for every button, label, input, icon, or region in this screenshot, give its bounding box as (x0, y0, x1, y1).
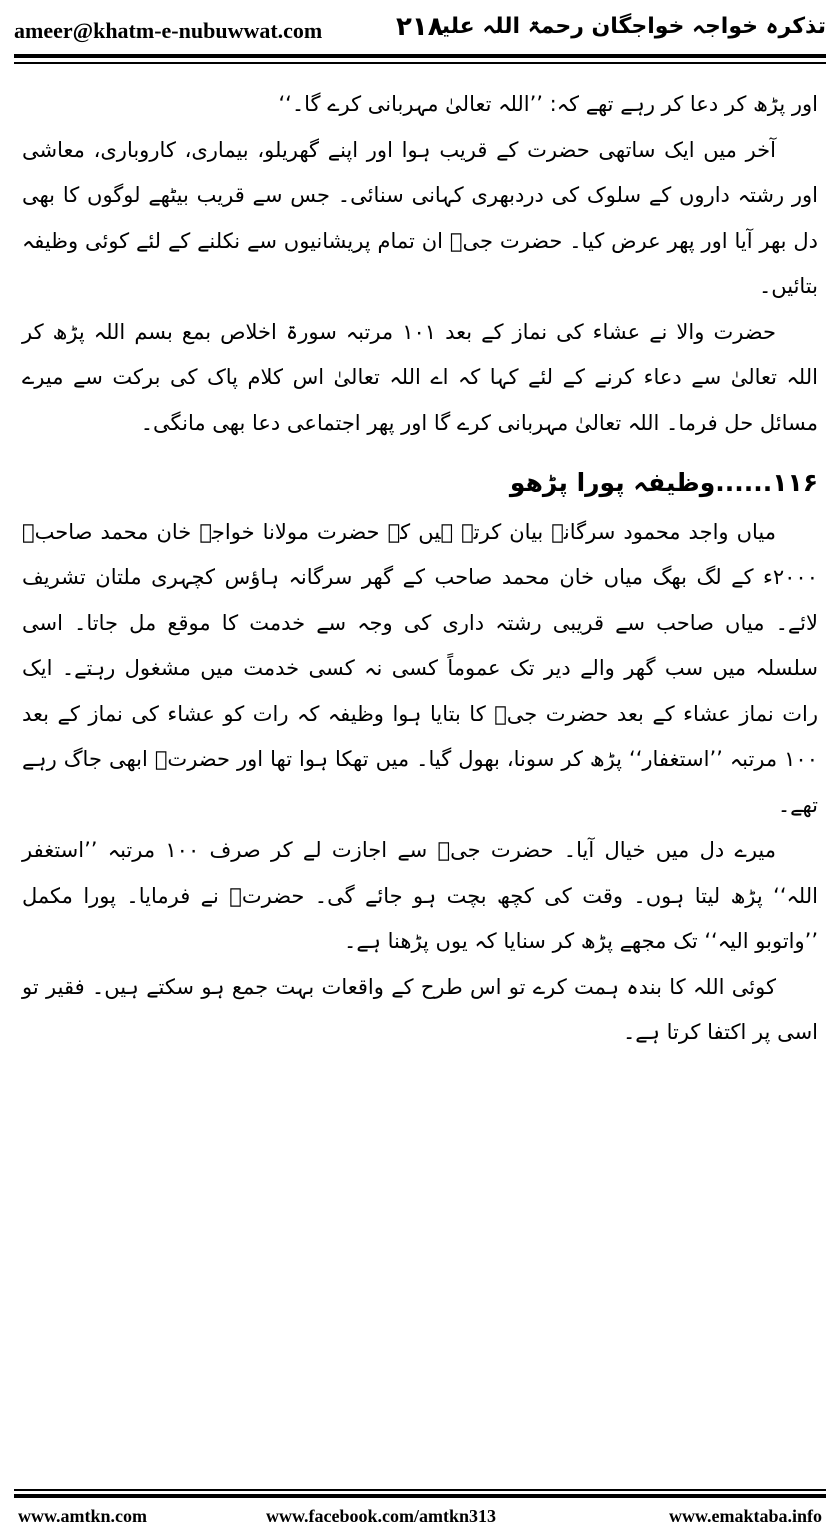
page-number: ۲۱۸ (396, 12, 444, 42)
page-header (14, 14, 826, 54)
section-heading: ۱۱۶......وظیفہ پورا پڑھو (509, 468, 818, 497)
header-rule-thin (14, 62, 826, 64)
page-body (22, 82, 818, 1056)
paragraph-1: اور پڑھ کر دعا کر رہے تھے کہ: ’’اللہ تعالیٰ مہربانی کرے گا۔‘‘ (278, 92, 818, 116)
paragraph-4: میاں واجد محمود سرگانہ بیان کرتے ہیں کہ حضرت مولانا خواجہ خان محمد صاحبؒ ۲۰۰۰ء کے لگ بھگ میاں خان محمد صاحب کے گھر سرگانہ ہاؤس کچہری ملتان تشریف لائے۔ میاں صاحب سے قریبی رشتہ داری کی وجہ سے خدمت کا موقع مل جاتا۔ اسی سلسلہ میں سب گھر والے دیر تک عموماً کسی نہ کسی خدمت میں مشغول رہتے۔ ایک رات نماز عشاء کے بعد حضرت جیؒ کا بتایا ہوا وظیفہ کہ رات کو عشاء کی نماز کے بعد ۱۰۰ مرتبہ ’’استغفار‘‘ پڑھ کر سونا، بھول گیا۔ میں تھکا ہوا تھا اور حضرتؒ ابھی جاگ رہے تھے۔ (22, 519, 818, 817)
footer-link-emaktaba: www.emaktaba.info (668, 1506, 822, 1526)
book-title: تذکرہ خواجہ خواجگان رحمۃ اللہ علیہ (428, 14, 826, 39)
paragraph-5: میرے دل میں خیال آیا۔ حضرت جیؒ سے اجازت لے کر صرف ۱۰۰ مرتبہ ’’استغفر اللہ‘‘ پڑھ لیتا ہوں۔ وقت کی کچھ بچت ہو جائے گی۔ حضرتؒ نے فرمایا۔ پورا مکمل ’’واتوبو الیہ‘‘ تک مجھے پڑھ کر سنایا کہ یوں پڑھنا ہے۔ (22, 838, 818, 953)
page-footer (18, 1506, 822, 1532)
paragraph-3: حضرت والا نے عشاء کی نماز کے بعد ۱۰۱ مرتبہ سورۃ اخلاص بمع بسم اللہ پڑھ کر اللہ تعالیٰ سے دعاء کرنے کے لئے کہا کہ اے اللہ تعالیٰ اس کلام پاک کی برکت سے میرے مسائل حل فرما۔ اللہ تعالیٰ مہربانی کرے گا اور پھر اجتماعی دعا بھی مانگی۔ (22, 319, 818, 435)
paragraph-6: کوئی اللہ کا بندہ ہمت کرے تو اس طرح کے واقعات بہت جمع ہو سکتے ہیں۔ فقیر تو اسی پر اکتفا کرتا ہے۔ (22, 974, 818, 1044)
footer-link-amtkn: www.amtkn.com (18, 1506, 147, 1526)
header-rule-thick (14, 54, 826, 58)
footer-link-facebook: www.facebook.com/amtkn313 (266, 1506, 496, 1526)
paragraph-2: آخر میں ایک ساتھی حضرت کے قریب ہوا اور اپنے گھریلو، بیماری، کاروباری، معاشی اور رشتہ داروں کے سلوک کی دردبھری کہانی سنائی۔ جس سے قریب بیٹھے لوگوں کا بھی دل بھر آیا اور پھر عرض کیا۔ حضرت جیؒ ان تمام پریشانیوں سے نکلنے کے لئے کوئی وظیفہ بتائیں۔ (22, 137, 818, 298)
footer-rule-thin (14, 1489, 826, 1491)
footer-rule-thick (14, 1494, 826, 1498)
header-email: ameer@khatm-e-nubuwwat.com (14, 18, 323, 43)
